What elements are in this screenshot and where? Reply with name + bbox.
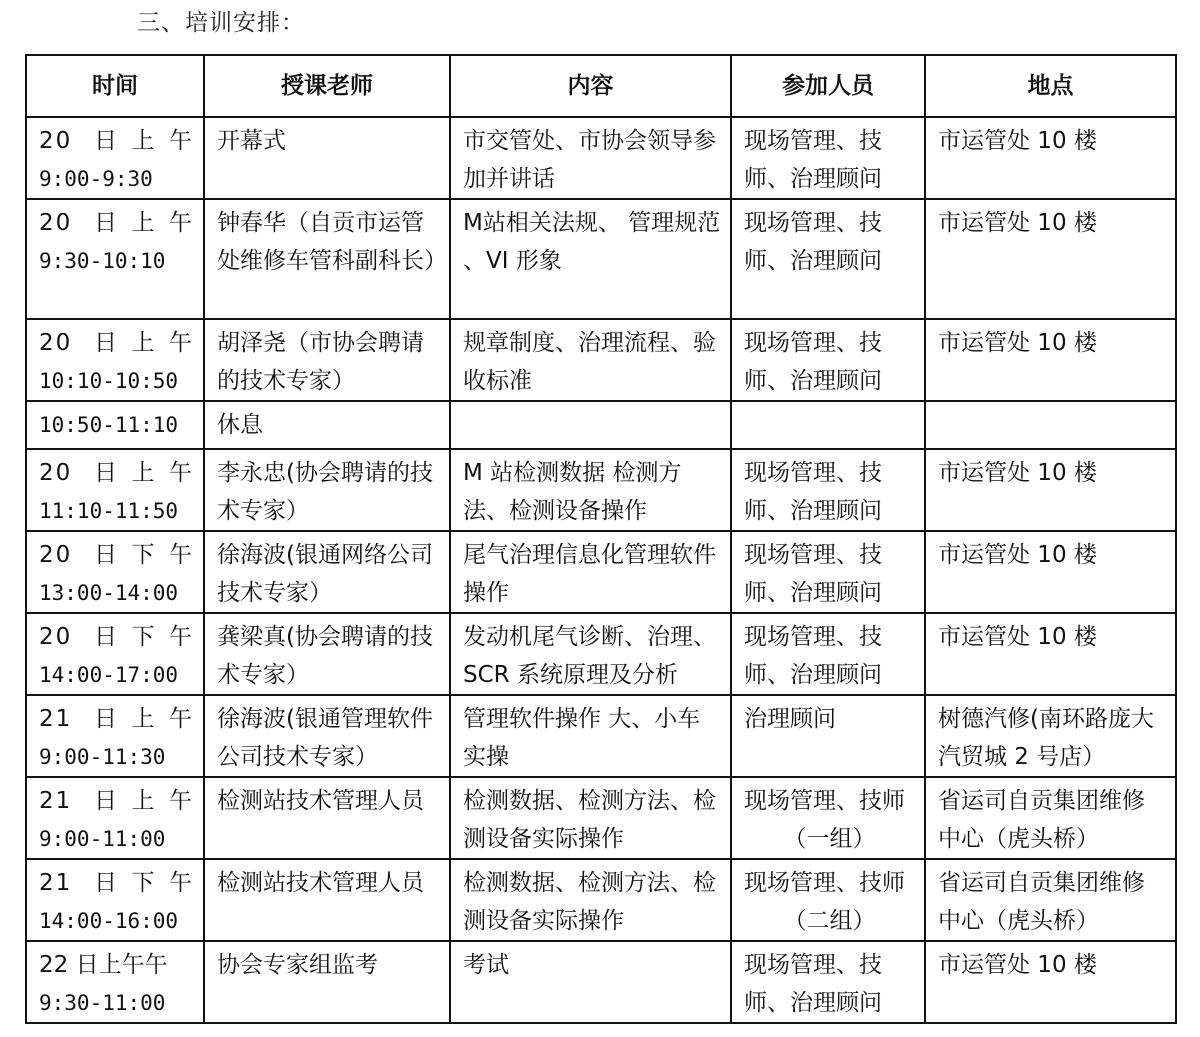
time-cell [26, 941, 204, 1023]
time-range: 14:00-17:00 [39, 663, 179, 687]
time-date: 20 日上午 [39, 460, 194, 486]
time-range: 11:10-11:50 [39, 499, 179, 523]
content-cell: 考试 [450, 941, 731, 1023]
time-range: 9:00-9:30 [39, 167, 153, 191]
location-cell: 市运管处 10 楼 [925, 531, 1176, 613]
teacher-cell: 协会专家组监考 [204, 941, 450, 1023]
content-cell: 市交管处、市协会领导参加并讲话 [450, 117, 731, 199]
participants-cell: 现场管理、技师、治理顾问 [731, 531, 925, 613]
time-date: 20 日下午 [39, 542, 194, 568]
header-content: 内容 [450, 55, 731, 117]
participants-cell [731, 777, 925, 859]
time-range: 9:00-11:30 [39, 745, 166, 769]
location-cell: 市运管处 10 楼 [925, 449, 1176, 531]
header-location: 地点 [925, 55, 1176, 117]
time-date: 21 日上午 [39, 788, 194, 814]
location-cell: 省运司自贡集团维修中心（虎头桥） [925, 859, 1176, 941]
time-range: 13:00-14:00 [39, 581, 179, 605]
participants-cell: 现场管理、技师、治理顾问 [731, 449, 925, 531]
content-cell: 检测数据、检测方法、检测设备实际操作 [450, 859, 731, 941]
table-row [26, 401, 1176, 449]
time-cell [26, 613, 204, 695]
time-date: 20 日上午 [39, 330, 194, 356]
teacher-cell: 徐海波(银通管理软件公司技术专家） [204, 695, 450, 777]
teacher-cell: 检测站技术管理人员 [204, 777, 450, 859]
content-cell: 检测数据、检测方法、检测设备实际操作 [450, 777, 731, 859]
time-range: 10:50-11:10 [39, 413, 179, 437]
participants-cell: 现场管理、技师、治理顾问 [731, 117, 925, 199]
time-cell [26, 401, 204, 449]
participants-line: 现场管理、技师 [744, 870, 905, 896]
location-cell: 市运管处 10 楼 [925, 941, 1176, 1023]
table-row [26, 449, 1176, 531]
header-row [26, 55, 1176, 117]
section-title: 三、培训安排： [137, 10, 305, 36]
location-cell: 市运管处 10 楼 [925, 319, 1176, 401]
time-cell [26, 449, 204, 531]
time-cell [26, 531, 204, 613]
participants-cell [731, 859, 925, 941]
participants-group: （一组） [783, 826, 876, 852]
time-cell [26, 859, 204, 941]
table-row [26, 199, 1176, 319]
location-cell: 树德汽修(南环路庞大汽贸城 2 号店） [925, 695, 1176, 777]
content-cell: 发动机尾气诊断、治理、SCR 系统原理及分析 [450, 613, 731, 695]
participants-cell: 现场管理、技师、治理顾问 [731, 941, 925, 1023]
time-range: 9:30-11:00 [39, 991, 166, 1015]
time-date: 22 日上午午 [39, 952, 168, 978]
time-date: 20 日下午 [39, 624, 194, 650]
location-cell [925, 401, 1176, 449]
teacher-cell: 胡泽尧（市协会聘请的技术专家） [204, 319, 450, 401]
teacher-cell: 李永忠(协会聘请的技术专家） [204, 449, 450, 531]
time-range: 9:00-11:00 [39, 827, 166, 851]
time-cell [26, 117, 204, 199]
time-cell [26, 695, 204, 777]
time-cell [26, 777, 204, 859]
teacher-cell: 徐海波(银通网络公司技术专家） [204, 531, 450, 613]
table-row [26, 695, 1176, 777]
teacher-cell: 龚梁真(协会聘请的技术专家） [204, 613, 450, 695]
participants-group: （二组） [783, 908, 876, 934]
content-cell: 尾气治理信息化管理软件操作 [450, 531, 731, 613]
time-date: 20 日上午 [39, 128, 194, 154]
table-row [26, 777, 1176, 859]
table-row [26, 859, 1176, 941]
table-row [26, 613, 1176, 695]
location-cell: 市运管处 10 楼 [925, 613, 1176, 695]
content-cell: M 站检测数据 检测方法、检测设备操作 [450, 449, 731, 531]
location-cell: 市运管处 10 楼 [925, 199, 1176, 319]
content-cell: 规章制度、治理流程、验收标准 [450, 319, 731, 401]
table-row [26, 531, 1176, 613]
time-cell [26, 199, 204, 319]
header-teacher: 授课老师 [204, 55, 450, 117]
teacher-cell: 钟春华（自贡市运管处维修车管科副科长） [204, 199, 450, 319]
header-participants: 参加人员 [731, 55, 925, 117]
time-range: 14:00-16:00 [39, 909, 179, 933]
location-cell: 省运司自贡集团维修中心（虎头桥） [925, 777, 1176, 859]
table-row [26, 319, 1176, 401]
time-date: 20 日上午 [39, 210, 194, 236]
time-range: 10:10-10:50 [39, 369, 179, 393]
content-cell: M站相关法规、 管理规范 、VI 形象 [450, 199, 731, 319]
time-date: 21 日下午 [39, 870, 194, 896]
table-row [26, 941, 1176, 1023]
participants-cell: 现场管理、技师、治理顾问 [731, 613, 925, 695]
training-schedule-table [25, 54, 1177, 1024]
header-time: 时间 [26, 55, 204, 117]
content-cell [450, 401, 731, 449]
participants-cell [731, 401, 925, 449]
time-range: 9:30-10:10 [39, 249, 166, 273]
participants-cell: 现场管理、技师、治理顾问 [731, 319, 925, 401]
table-row [26, 117, 1176, 199]
participants-cell: 治理顾问 [731, 695, 925, 777]
teacher-cell: 休息 [204, 401, 450, 449]
teacher-cell: 检测站技术管理人员 [204, 859, 450, 941]
time-date: 21 日上午 [39, 706, 194, 732]
participants-cell: 现场管理、技师、治理顾问 [731, 199, 925, 319]
participants-line: 现场管理、技师 [744, 788, 905, 814]
content-cell: 管理软件操作 大、小车实操 [450, 695, 731, 777]
teacher-cell: 开幕式 [204, 117, 450, 199]
location-cell: 市运管处 10 楼 [925, 117, 1176, 199]
time-cell [26, 319, 204, 401]
